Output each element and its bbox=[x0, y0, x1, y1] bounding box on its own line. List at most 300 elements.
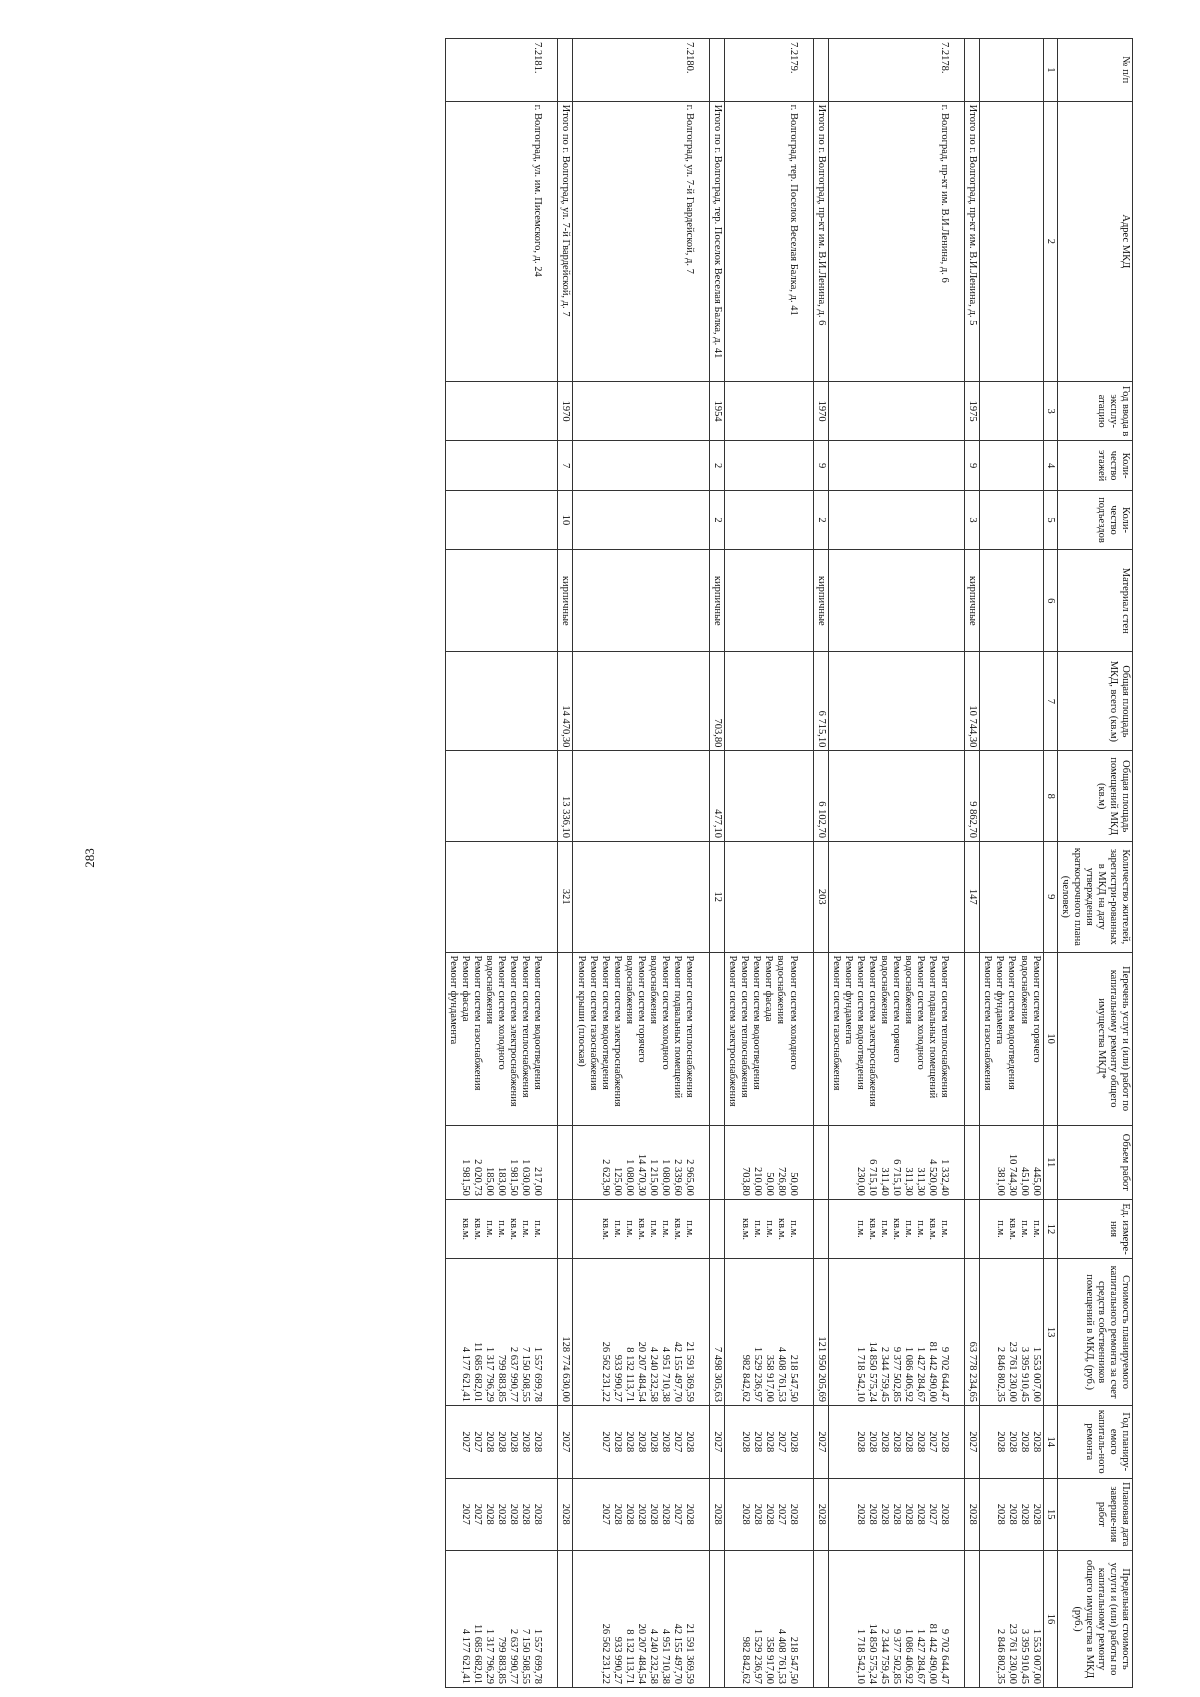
limit-list-line: 4 951 710,38 bbox=[660, 1628, 672, 1684]
empty-cell bbox=[813, 1199, 828, 1258]
area-total: 14 470,30 bbox=[558, 652, 573, 751]
unit-list bbox=[573, 1199, 710, 1258]
column-number: 3 bbox=[1043, 382, 1057, 441]
work-list bbox=[573, 952, 710, 1125]
cost-list-line: 20 207 484,54 bbox=[636, 1341, 648, 1402]
column-number: 15 bbox=[1043, 1478, 1057, 1551]
volume-list bbox=[828, 1125, 965, 1199]
total-cost: 121 950 205,69 bbox=[813, 1259, 828, 1406]
area-premises: 9 862,70 bbox=[965, 751, 980, 842]
cost-list-line: 4 177 621,41 bbox=[460, 1346, 472, 1402]
total-row bbox=[813, 39, 828, 1688]
cost-list-line: 14 850 575,24 bbox=[867, 1341, 879, 1402]
volume-list-line: 2 965,00 bbox=[684, 1159, 696, 1196]
work-list-line: Ремонт систем холодного водоснабжения bbox=[484, 955, 508, 1070]
empty-cell bbox=[965, 1125, 980, 1199]
total-label: Итого по г. Волгоград, тер. Поселок Веселая Балка, д. 41 bbox=[710, 101, 725, 381]
year-list-line: 2028 bbox=[636, 1431, 648, 1453]
unit-list-line: п.м. bbox=[879, 1220, 891, 1238]
row-number bbox=[980, 39, 1043, 102]
unit-list-line: п.м. bbox=[855, 1220, 867, 1238]
empty-cell bbox=[710, 1551, 725, 1688]
column-number: 8 bbox=[1043, 751, 1057, 842]
limit-list-line: 4 177 621,41 bbox=[460, 1628, 472, 1684]
year-list-line: 2028 bbox=[660, 1431, 672, 1453]
work-list bbox=[980, 952, 1043, 1125]
empty-cell bbox=[725, 441, 813, 490]
residents: 321 bbox=[558, 842, 573, 952]
year-list-line: 2028 bbox=[879, 1431, 891, 1453]
floors: 2 bbox=[710, 441, 725, 490]
page-number: 283 bbox=[81, 848, 97, 868]
unit-list-line: п.м. bbox=[684, 1220, 696, 1238]
empty-cell bbox=[965, 1551, 980, 1688]
work-list-line: Ремонт систем электроснабжения bbox=[727, 955, 739, 1107]
volume-list-line: 1 981,50 bbox=[508, 1159, 520, 1196]
empty-cell bbox=[725, 550, 813, 652]
table-body bbox=[445, 39, 1043, 1688]
cost-list-line: 81 442 490,00 bbox=[927, 1341, 939, 1402]
empty-cell bbox=[558, 1551, 573, 1688]
empty-cell bbox=[445, 550, 558, 652]
total-cost: 7 498 305,63 bbox=[710, 1259, 725, 1406]
unit-list-line: п.м. bbox=[648, 1220, 660, 1238]
cost-list-line: 2 846 802,35 bbox=[994, 1346, 1006, 1402]
volume-list-line: 2 020,73 bbox=[472, 1159, 484, 1196]
column-number: 6 bbox=[1043, 550, 1057, 652]
row-number: 7.2180. bbox=[573, 39, 710, 102]
table-header bbox=[1043, 39, 1132, 1688]
year-list-line: 2028 bbox=[508, 1431, 520, 1453]
date-list bbox=[980, 1478, 1043, 1551]
cost-list-line: 799 883,85 bbox=[496, 1354, 508, 1402]
year-list-line: 2028 bbox=[484, 1431, 496, 1453]
wall-material: кирпичные bbox=[965, 550, 980, 652]
empty-cell bbox=[445, 652, 558, 751]
year-built: 1975 bbox=[965, 382, 980, 441]
volume-list-line: 2 623,90 bbox=[600, 1159, 612, 1196]
volume-list-line: 726,80 bbox=[775, 1166, 787, 1196]
work-list-line: Ремонт систем холодного водоснабжения bbox=[647, 955, 671, 1070]
year-list-line: 2028 bbox=[648, 1431, 660, 1453]
total-label: Итого по г. Волгоград, ул. 7-й Гвардейской, д. 7 bbox=[558, 101, 573, 381]
entrances: 3 bbox=[965, 490, 980, 549]
work-list-line: Ремонт систем горячего водоснабжения bbox=[623, 955, 647, 1063]
date-list-line: 2028 bbox=[1018, 1503, 1030, 1525]
unit-list bbox=[980, 1199, 1043, 1258]
year-built: 1970 bbox=[813, 382, 828, 441]
work-list bbox=[828, 952, 965, 1125]
volume-list bbox=[445, 1125, 558, 1199]
year-list-line: 2027 bbox=[672, 1431, 684, 1453]
empty-cell bbox=[828, 382, 965, 441]
cost-list-line: 1 317 796,29 bbox=[484, 1346, 496, 1402]
unit-list-line: п.м. bbox=[903, 1220, 915, 1238]
cost-list-line: 4 951 710,38 bbox=[660, 1346, 672, 1402]
date-list-line: 2027 bbox=[460, 1503, 472, 1525]
unit-list-line: п.м. bbox=[994, 1220, 1006, 1238]
cost-list-line: 218 547,50 bbox=[787, 1354, 799, 1402]
total-date: 2028 bbox=[965, 1478, 980, 1551]
total-cost: 128 774 630,00 bbox=[558, 1259, 573, 1406]
year-list-line: 2028 bbox=[751, 1431, 763, 1453]
column-header: Количество жителей, зарегистри-рованных в МКД на дату утверждения краткосрочного плана (человек) bbox=[1057, 842, 1132, 952]
empty-cell bbox=[828, 550, 965, 652]
address bbox=[980, 101, 1043, 381]
date-list-line: 2027 bbox=[472, 1503, 484, 1525]
limit-list-line: 1 086 406,92 bbox=[903, 1628, 915, 1684]
date-list-line: 2028 bbox=[939, 1503, 951, 1525]
wall-material: кирпичные bbox=[710, 550, 725, 652]
limit-list-line: 9 377 502,85 bbox=[891, 1628, 903, 1684]
cost-list bbox=[573, 1259, 710, 1406]
date-list-line: 2028 bbox=[1030, 1503, 1042, 1525]
work-list bbox=[725, 952, 813, 1125]
year-list-line: 2028 bbox=[939, 1431, 951, 1453]
year-list-line: 2028 bbox=[624, 1431, 636, 1453]
cost-list bbox=[725, 1259, 813, 1406]
limit-list-line: 7 150 508,55 bbox=[520, 1628, 532, 1684]
work-list-line: Ремонт систем газоснабжения bbox=[472, 955, 484, 1091]
column-number: 14 bbox=[1043, 1405, 1057, 1478]
area-premises: 13 336,10 bbox=[558, 751, 573, 842]
address: г. Волгоград, ул. 7-й Гвардейской, д. 7 bbox=[573, 101, 710, 381]
total-year: 2027 bbox=[965, 1405, 980, 1478]
table-row bbox=[725, 39, 813, 1688]
empty-cell bbox=[558, 952, 573, 1125]
work-list-line: Ремонт систем электроснабжения bbox=[611, 955, 623, 1107]
year-list-line: 2028 bbox=[994, 1431, 1006, 1453]
empty-cell bbox=[828, 490, 965, 549]
area-total: 703,80 bbox=[710, 652, 725, 751]
unit-list-line: кв.м. bbox=[508, 1218, 520, 1241]
date-list-line: 2028 bbox=[915, 1503, 927, 1525]
header-row bbox=[1057, 39, 1132, 1688]
limit-list-line: 20 207 484,54 bbox=[636, 1623, 648, 1684]
volume-list-line: 14 470,30 bbox=[636, 1153, 648, 1196]
date-list-line: 2028 bbox=[855, 1503, 867, 1525]
empty-cell bbox=[573, 751, 710, 842]
cost-list-line: 4 240 232,58 bbox=[648, 1346, 660, 1402]
date-list-line: 2028 bbox=[787, 1503, 799, 1525]
unit-list-line: п.м. bbox=[939, 1220, 951, 1238]
row-number: 7.2178. bbox=[828, 39, 965, 102]
total-row bbox=[965, 39, 980, 1688]
column-number-row bbox=[1043, 39, 1057, 1688]
total-date: 2028 bbox=[813, 1478, 828, 1551]
limit-list-line: 1 427 284,67 bbox=[915, 1628, 927, 1684]
volume-list-line: 4 520,00 bbox=[927, 1159, 939, 1196]
volume-list-line: 311,30 bbox=[915, 1167, 927, 1196]
unit-list-line: п.м. bbox=[532, 1220, 544, 1238]
column-header: Плановая дата заверше-ния работ bbox=[1057, 1478, 1132, 1551]
year-list-line: 2028 bbox=[1006, 1431, 1018, 1453]
date-list-line: 2028 bbox=[994, 1503, 1006, 1525]
year-list-line: 2028 bbox=[684, 1431, 696, 1453]
limit-list-line: 1 718 542,10 bbox=[855, 1628, 867, 1684]
work-list-line: Ремонт систем газоснабжения bbox=[830, 955, 842, 1091]
cost-list-line: 9 377 502,85 bbox=[891, 1346, 903, 1402]
cost-list bbox=[445, 1259, 558, 1406]
empty-cell bbox=[445, 382, 558, 441]
empty-cell bbox=[980, 550, 1043, 652]
volume-list-line: 10 744,30 bbox=[1006, 1153, 1018, 1196]
column-header: Общая площадь МКД, всего (кв.м) bbox=[1057, 652, 1132, 751]
volume-list-line: 1 080,00 bbox=[660, 1159, 672, 1196]
table-row bbox=[828, 39, 965, 1688]
column-header: Перечень услуг и (или) работ по капитальному ремонту общего имущества МКД* bbox=[1057, 952, 1132, 1125]
year-list bbox=[725, 1405, 813, 1478]
work-list-line: Ремонт фасада bbox=[460, 955, 472, 1022]
total-year: 2027 bbox=[813, 1405, 828, 1478]
floors: 9 bbox=[813, 441, 828, 490]
empty-cell bbox=[710, 1199, 725, 1258]
work-list-line: Ремонт систем теплоснабжения bbox=[684, 955, 696, 1098]
volume-list-line: 1 030,00 bbox=[520, 1159, 532, 1196]
column-header: Год планиру-емого капиталь-ного ремонта bbox=[1057, 1405, 1132, 1478]
empty-cell bbox=[980, 490, 1043, 549]
unit-list-line: п.м. bbox=[484, 1220, 496, 1238]
limit-list-line: 26 562 231,22 bbox=[600, 1623, 612, 1684]
year-list-line: 2027 bbox=[472, 1431, 484, 1453]
date-list-line: 2028 bbox=[624, 1503, 636, 1525]
limit-list-line: 1 529 236,97 bbox=[751, 1628, 763, 1684]
year-built: 1954 bbox=[710, 382, 725, 441]
year-list-line: 2028 bbox=[855, 1431, 867, 1453]
column-number: 16 bbox=[1043, 1551, 1057, 1688]
wall-material: кирпичные bbox=[558, 550, 573, 652]
cost-list-line: 2 637 990,77 bbox=[508, 1346, 520, 1402]
limit-list-line: 14 850 575,24 bbox=[867, 1623, 879, 1684]
column-header: Ед. измере-ния bbox=[1057, 1199, 1132, 1258]
limit-list-line: 2 846 802,35 bbox=[994, 1628, 1006, 1684]
cost-list-line: 1 086 406,92 bbox=[903, 1346, 915, 1402]
column-number: 1 bbox=[1043, 39, 1057, 102]
work-list-line: Ремонт систем электроснабжения bbox=[866, 955, 878, 1107]
date-list-line: 2028 bbox=[612, 1503, 624, 1525]
limit-list-line: 358 917,00 bbox=[763, 1636, 775, 1684]
work-list-line: Ремонт систем водоотведения bbox=[854, 955, 866, 1090]
unit-list-line: кв.м. bbox=[1006, 1218, 1018, 1241]
limit-list-line: 2 344 759,45 bbox=[879, 1628, 891, 1684]
date-list-line: 2027 bbox=[672, 1503, 684, 1525]
year-list-line: 2028 bbox=[739, 1431, 751, 1453]
limit-list-line: 2 637 990,77 bbox=[508, 1628, 520, 1684]
work-list-line: Ремонт систем холодного водоснабжения bbox=[903, 955, 927, 1070]
volume-list-line: 311,30 bbox=[903, 1167, 915, 1196]
cost-list-line: 1 718 542,10 bbox=[855, 1346, 867, 1402]
empty-cell bbox=[725, 652, 813, 751]
year-list-line: 2028 bbox=[891, 1431, 903, 1453]
empty-cell bbox=[980, 842, 1043, 952]
unit-list-line: п.м. bbox=[496, 1220, 508, 1238]
cost-list-line: 358 917,00 bbox=[763, 1354, 775, 1402]
work-list-line: Ремонт систем холодного водоснабжения bbox=[775, 955, 799, 1070]
year-list-line: 2028 bbox=[1018, 1431, 1030, 1453]
limit-list bbox=[573, 1551, 710, 1688]
volume-list-line: 210,00 bbox=[751, 1166, 763, 1196]
volume-list-line: 1 080,00 bbox=[624, 1159, 636, 1196]
date-list-line: 2028 bbox=[867, 1503, 879, 1525]
year-list-line: 2027 bbox=[460, 1431, 472, 1453]
limit-list-line: 1 553 007,00 bbox=[1030, 1628, 1042, 1684]
area-premises: 477,10 bbox=[710, 751, 725, 842]
work-list-line: Ремонт систем водоотведения bbox=[599, 955, 611, 1090]
date-list bbox=[445, 1478, 558, 1551]
date-list-line: 2028 bbox=[496, 1503, 508, 1525]
cost-list-line: 26 562 231,22 bbox=[600, 1341, 612, 1402]
total-cost: 63 778 234,65 bbox=[965, 1259, 980, 1406]
limit-list-line: 23 761 230,00 bbox=[1006, 1623, 1018, 1684]
year-list bbox=[445, 1405, 558, 1478]
unit-list-line: п.м. bbox=[1018, 1220, 1030, 1238]
limit-list-line: 1 557 699,78 bbox=[532, 1628, 544, 1684]
work-list-line: Ремонт фундамента bbox=[842, 955, 854, 1045]
row-number bbox=[813, 39, 828, 102]
volume-list-line: 451,00 bbox=[1018, 1166, 1030, 1196]
unit-list-line: п.м. bbox=[763, 1220, 775, 1238]
limit-list-line: 9 702 644,47 bbox=[939, 1628, 951, 1684]
cost-list-line: 1 553 007,00 bbox=[1030, 1346, 1042, 1402]
empty-cell bbox=[573, 441, 710, 490]
year-list-line: 2027 bbox=[600, 1431, 612, 1453]
column-header: Объем работ bbox=[1057, 1125, 1132, 1199]
floors: 7 bbox=[558, 441, 573, 490]
year-list bbox=[828, 1405, 965, 1478]
column-number: 9 bbox=[1043, 842, 1057, 952]
unit-list-line: кв.м. bbox=[739, 1218, 751, 1241]
work-list-line: Ремонт фасада bbox=[763, 955, 775, 1022]
volume-list-line: 381,00 bbox=[994, 1166, 1006, 1196]
floors: 9 bbox=[965, 441, 980, 490]
entrances: 10 bbox=[558, 490, 573, 549]
limit-list-line: 4 240 232,58 bbox=[648, 1628, 660, 1684]
year-list-line: 2028 bbox=[520, 1431, 532, 1453]
limit-list-line: 4 408 761,53 bbox=[775, 1628, 787, 1684]
work-list-line: Ремонт фундамента bbox=[448, 955, 459, 1045]
year-list-line: 2028 bbox=[903, 1431, 915, 1453]
work-list-line: Ремонт систем горячего водоснабжения bbox=[1018, 955, 1042, 1063]
date-list-line: 2028 bbox=[636, 1503, 648, 1525]
work-list-line: Ремонт систем электроснабжения bbox=[508, 955, 520, 1107]
volume-list-line: 6 715,10 bbox=[891, 1159, 903, 1196]
volume-list-line: 2 339,60 bbox=[672, 1159, 684, 1196]
cost-list-line: 42 155 497,70 bbox=[672, 1341, 684, 1402]
unit-list-line: кв.м. bbox=[867, 1218, 879, 1241]
work-list-line: Ремонт систем газоснабжения bbox=[982, 955, 994, 1091]
unit-list-line: кв.м. bbox=[600, 1218, 612, 1241]
date-list-line: 2027 bbox=[927, 1503, 939, 1525]
empty-cell bbox=[828, 751, 965, 842]
year-built: 1970 bbox=[558, 382, 573, 441]
empty-cell bbox=[558, 1199, 573, 1258]
cost-list-line: 11 685 682,01 bbox=[472, 1341, 484, 1402]
date-list-line: 2028 bbox=[763, 1503, 775, 1525]
column-number: 2 bbox=[1043, 101, 1057, 381]
limit-list-line: 3 395 910,45 bbox=[1018, 1628, 1030, 1684]
date-list-line: 2027 bbox=[600, 1503, 612, 1525]
volume-list-line: 217,00 bbox=[532, 1166, 544, 1196]
total-date: 2028 bbox=[558, 1478, 573, 1551]
limit-list-line: 42 155 497,70 bbox=[672, 1623, 684, 1684]
unit-list-line: п.м. bbox=[751, 1220, 763, 1238]
limit-list-line: 21 591 369,59 bbox=[684, 1623, 696, 1684]
empty-cell bbox=[558, 1125, 573, 1199]
cost-list-line: 8 132 113,71 bbox=[624, 1347, 636, 1402]
empty-cell bbox=[573, 490, 710, 549]
limit-list-line: 933 990,27 bbox=[612, 1636, 624, 1684]
work-list bbox=[445, 952, 558, 1125]
date-list-line: 2028 bbox=[684, 1503, 696, 1525]
cost-list-line: 9 702 644,47 bbox=[939, 1346, 951, 1402]
empty-cell bbox=[813, 952, 828, 1125]
year-list-line: 2028 bbox=[1030, 1431, 1042, 1453]
row-number bbox=[965, 39, 980, 102]
area-premises: 6 102,70 bbox=[813, 751, 828, 842]
work-list-line: Ремонт подвальных помещений bbox=[672, 955, 684, 1099]
volume-list-line: 183,00 bbox=[496, 1166, 508, 1196]
table-row bbox=[980, 39, 1043, 1688]
empty-cell bbox=[980, 441, 1043, 490]
date-list bbox=[828, 1478, 965, 1551]
column-header: Стоимость планируемого капитального ремонта за счет средств собственников помещений в МКД, (руб.) bbox=[1057, 1259, 1132, 1406]
unit-list-line: п.м. bbox=[1030, 1220, 1042, 1238]
date-list-line: 2028 bbox=[660, 1503, 672, 1525]
empty-cell bbox=[980, 751, 1043, 842]
total-label: Итого по г. Волгоград, пр-кт им. В.И.Ленина, д. 6 bbox=[813, 101, 828, 381]
empty-cell bbox=[725, 842, 813, 952]
date-list-line: 2027 bbox=[775, 1503, 787, 1525]
work-list-line: Ремонт систем теплоснабжения bbox=[939, 955, 951, 1098]
empty-cell bbox=[980, 652, 1043, 751]
date-list-line: 2028 bbox=[879, 1503, 891, 1525]
empty-cell bbox=[573, 842, 710, 952]
empty-cell bbox=[573, 652, 710, 751]
date-list-line: 2028 bbox=[484, 1503, 496, 1525]
row-number bbox=[558, 39, 573, 102]
column-header: Год ввода в эксплу-атацию bbox=[1057, 382, 1132, 441]
empty-cell bbox=[710, 1125, 725, 1199]
row-number: 7.2179. bbox=[725, 39, 813, 102]
column-header: Коли-чество подъездов bbox=[1057, 490, 1132, 549]
residents: 12 bbox=[710, 842, 725, 952]
column-header: № п/п bbox=[1057, 39, 1132, 102]
empty-cell bbox=[813, 1551, 828, 1688]
empty-cell bbox=[445, 751, 558, 842]
column-header: Предельная стоимость услуги и (или) работы по капитальному ремонту общего имущества в МКД (руб.) bbox=[1057, 1551, 1132, 1688]
year-list-line: 2027 bbox=[775, 1431, 787, 1453]
empty-cell bbox=[828, 842, 965, 952]
work-list-line: Ремонт систем водоотведения bbox=[751, 955, 763, 1090]
volume-list-line: 50,00 bbox=[787, 1172, 799, 1196]
year-list-line: 2028 bbox=[612, 1431, 624, 1453]
empty-cell bbox=[573, 550, 710, 652]
unit-list bbox=[445, 1199, 558, 1258]
cost-list-line: 1 529 236,97 bbox=[751, 1346, 763, 1402]
year-list bbox=[980, 1405, 1043, 1478]
entrances: 2 bbox=[710, 490, 725, 549]
empty-cell bbox=[725, 751, 813, 842]
work-list-line: Ремонт систем водоотведения bbox=[532, 955, 544, 1090]
volume-list bbox=[573, 1125, 710, 1199]
work-list-line: Ремонт систем газоснабжения bbox=[587, 955, 599, 1091]
cost-list bbox=[980, 1259, 1043, 1406]
column-header: Материал стен bbox=[1057, 550, 1132, 652]
table-row bbox=[445, 39, 558, 1688]
volume-list bbox=[980, 1125, 1043, 1199]
work-list-line: Ремонт подвальных помещений bbox=[927, 955, 939, 1099]
unit-list-line: кв.м. bbox=[891, 1218, 903, 1241]
